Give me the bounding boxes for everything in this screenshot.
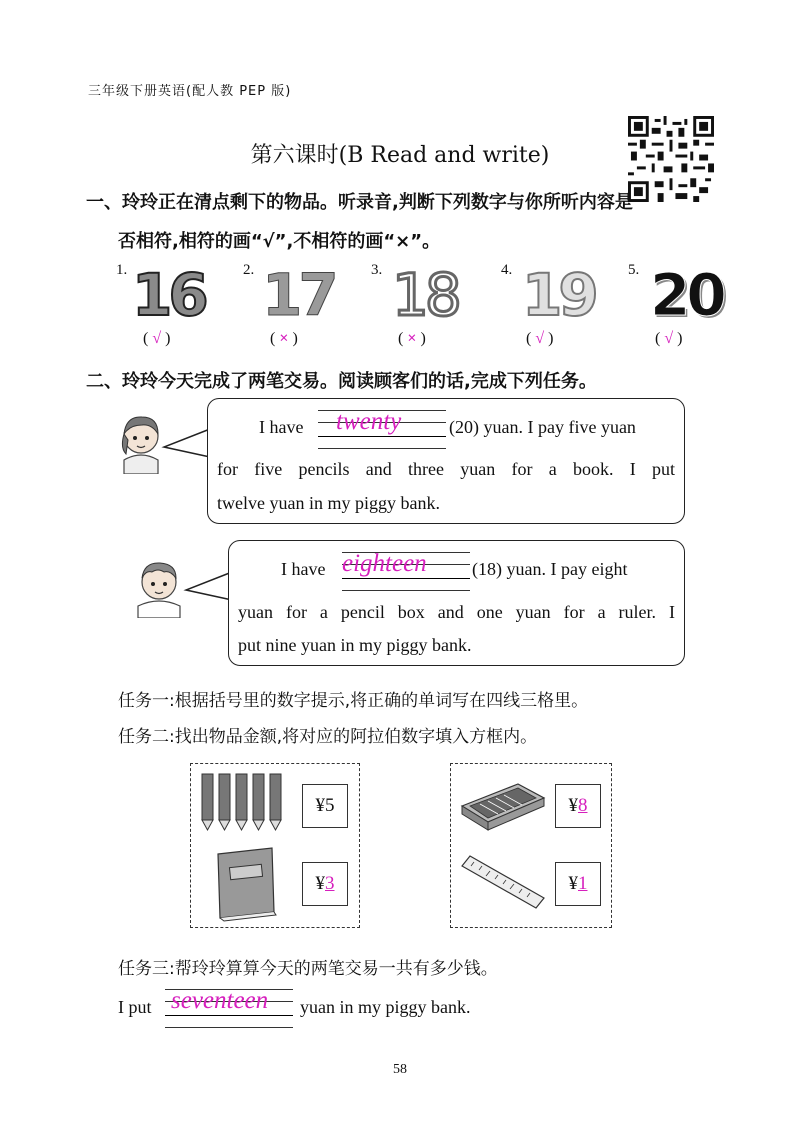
item4-answer: ( √ ) (526, 330, 554, 347)
boy-avatar (134, 556, 184, 618)
item1-answer: ( √ ) (143, 330, 171, 347)
task1-text: 任务一:根据括号里的数字提示,将正确的单词写在四线三格里。 (118, 691, 589, 711)
girl-avatar (118, 410, 164, 474)
item2-mark: × (279, 330, 289, 347)
ruler-price-symbol: ¥ (568, 873, 578, 894)
section2-instruction: 二、玲玲今天完成了两笔交易。阅读顾客们的话,完成下列任务。 (86, 371, 597, 392)
bubble1-line1-pre: I have (259, 417, 304, 437)
bubble1-writing-lines[interactable] (318, 408, 446, 452)
bubble2-answer: eighteen (342, 550, 427, 577)
number-19: 19 (522, 261, 595, 329)
bubble2-line1-post: (18) yuan. I pay eight (472, 559, 628, 579)
item4-label: 4. (501, 262, 513, 278)
bubble1-line2: for five pencils and three yuan for a book. I put (217, 459, 675, 479)
pencils-price-symbol: ¥ (315, 795, 325, 816)
pencil-box-price-box[interactable] (555, 784, 601, 828)
item3-answer: ( × ) (398, 330, 426, 347)
final-post: yuan in my piggy bank. (300, 997, 471, 1017)
item2-label: 2. (243, 262, 255, 278)
book-price-value: 3 (325, 873, 335, 894)
item5-mark: √ (664, 330, 674, 347)
bubble2-line2: yuan for a pencil box and one yuan for a ruler. I (238, 602, 675, 622)
section1-instruction-line1: 一、玲玲正在清点剩下的物品。听录音,判断下列数字与你所听内容是 (86, 192, 633, 213)
section1-instruction-line2: 否相符,相符的画“√”,不相符的画“×”。 (118, 231, 441, 252)
item4-mark: √ (535, 330, 545, 347)
number-18: 18 (392, 261, 458, 329)
book-price-symbol: ¥ (315, 873, 325, 894)
ruler-icon (460, 852, 546, 912)
final-answer: seventeen (171, 987, 269, 1014)
ruler-price-box[interactable] (555, 862, 601, 906)
bubble1-answer: twenty (336, 408, 402, 435)
pencil-box-price-value: 8 (578, 795, 588, 816)
number-17: 17 (262, 261, 335, 329)
pencil-box-icon (458, 776, 548, 836)
task2-text: 任务二:找出物品金额,将对应的阿拉伯数字填入方框内。 (118, 727, 538, 747)
ruler-price-value: 1 (578, 873, 588, 894)
book-icon (212, 846, 278, 922)
item1-mark: √ (152, 330, 162, 347)
bubble2-line3: put nine yuan in my piggy bank. (238, 635, 472, 655)
item2-answer: ( × ) (270, 330, 298, 347)
item1-label: 1. (116, 262, 128, 278)
task3-text: 任务三:帮玲玲算算今天的两笔交易一共有多少钱。 (118, 959, 498, 979)
lesson-title: 第六课时(B Read and write) (250, 143, 550, 168)
bubble2-line1-pre: I have (281, 559, 326, 579)
item3-label: 3. (371, 262, 383, 278)
final-writing-lines[interactable] (165, 987, 293, 1031)
pencils-price-value: 5 (325, 795, 335, 816)
qr-code-icon (628, 116, 714, 202)
page-number: 58 (393, 1062, 407, 1077)
pencils-price-box[interactable] (302, 784, 348, 828)
item3-mark: × (407, 330, 417, 347)
item5-answer: ( √ ) (655, 330, 683, 347)
bubble1-line1-post: (20) yuan. I pay five yuan (449, 417, 636, 437)
bubble1-line3: twelve yuan in my piggy bank. (217, 493, 440, 513)
item5-label: 5. (628, 262, 640, 278)
number-20: 20 (650, 261, 723, 329)
book-price-box[interactable] (302, 862, 348, 906)
final-pre: I put (118, 997, 152, 1017)
book-header: 三年级下册英语(配人教 PEP 版) (88, 84, 292, 99)
pencil-box-price-symbol: ¥ (568, 795, 578, 816)
bubble2-writing-lines[interactable] (342, 550, 470, 594)
number-16: 16 (132, 261, 205, 329)
pencils-icon (200, 770, 282, 832)
